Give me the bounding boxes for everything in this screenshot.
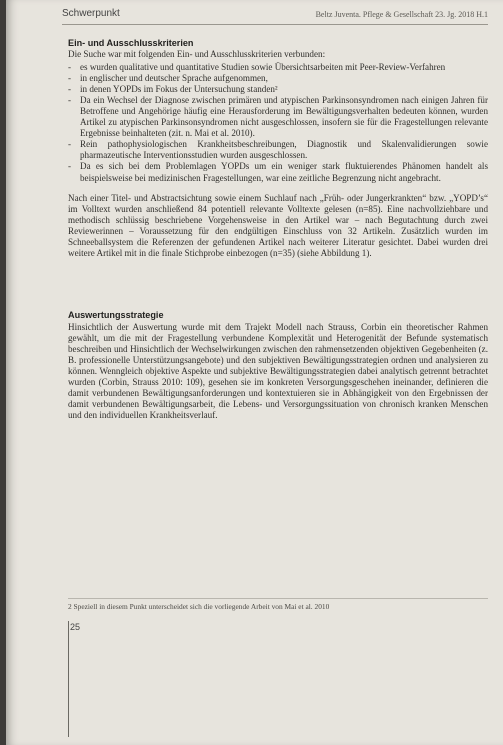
list-item: - in englischer und deutscher Sprache aufgenommen,	[80, 73, 488, 84]
page-number: 25	[70, 622, 81, 632]
folio-rule	[68, 621, 83, 737]
list-item: - es wurden qualitative und quantitative Studien sowie Übersichtsarbeiten mit Peer-Review-Verfahren	[80, 62, 488, 73]
heading-strategy: Auswertungsstrategie	[68, 309, 164, 320]
strategy-paragraph: Hinsichtlich der Auswertung wurde mit dem Trajekt Modell nach Strauss, Corbin ein theoretischer Rahmen gewählt, um die mit der Fragestellung verbundene Komplexität und Heterogenität der Befunde systematisch beschreiben und Hinsichtlich der Wechselwirkungen zwischen den rahmensetzenden objektiven Gegebenheiten (z. B. professionelle Unterstützungsangebote) und den subjektiven Bewältigungsstrategien ordnen und analysieren zu können. Wenngleich objektive Aspekte und subjektive Bewältigungsstrategien dabei analytisch getrennt betrachtet wurden (Corbin, Strauss 2010: 109), gesehen sie im konkreten Versorgungsgeschehen ineinander, definieren die damit verbundenen Bewältigungsanforderungen und kontextuieren sie in Abhängigkeit von den Ergebnissen der damit verbundenen Bewältigungsarbeit, die Lebens- und Versorgungssituation von chronisch kranken Menschen und den individuellen Krankheitsverlauf.	[68, 321, 488, 421]
search-paragraph: Nach einer Titel- und Abstractsichtung sowie einem Suchlauf nach „Früh- oder Jungerkrankten“ bzw. „YOPD’s“ im Volltext wurden anschließend 84 potentiell relevante Volltexte gelesen (n=85). Eine nachvollziehbare und methodisch schlüssig beschriebene Vorgehensweise in den Artikel war – nach Begutachtung durch zwei Reviewerinnen – Voraussetzung für den endgültigen Einschluss von 32 Artikeln. Zusätzlich wurden im Schneeballsystem die Referenzen der gefundenen Artikel nach weiterer Literatur gesichtet. Dabei wurden drei weitere Artikel mit in die finale Stichprobe einbezogen (n=35) (siehe Abbildung 1).	[68, 192, 488, 258]
journal-citation: Beltz Juventa. Pflege & Gesellschaft 23. Jg. 2018 H.1	[315, 10, 488, 19]
footnote: 2 Speziell in diesem Punkt unterscheidet sich die vorliegende Arbeit von Mai et al. 2010	[68, 598, 488, 611]
criteria-list	[68, 62, 488, 184]
criteria-intro: Die Suche war mit folgenden Ein- und Ausschlusskriterien verbunden:	[68, 49, 326, 59]
running-header	[62, 8, 488, 25]
main-text	[68, 37, 488, 421]
heading-criteria: Ein- und Ausschlusskriterien	[68, 38, 194, 48]
list-item: - Da ein Wechsel der Diagnose zwischen primären und atypischen Parkinsonsyndromen nach einigen Jahren für Betroffene und Angehörige häufig eine Herausforderung im Bewältigungsverhalten bedeuten können, wurden Artikel zu atypischen Parkinsonsyndromen nicht ausgeschlossen, insofern sie für die Fragestellungen relevante Ergebnisse beinhalteten (zit. n. Mai et al. 2010).	[80, 95, 488, 139]
list-item: - Rein pathophysiologischen Krankheitsbeschreibungen, Diagnostik und Skalenvalidierungen sowie pharmazeutische Interventionsstudien wurden ausgeschlossen.	[80, 139, 488, 161]
section-label: Schwerpunkt	[62, 8, 120, 19]
list-item: - Da es sich bei dem Problemlagen YOPDs um ein weniger stark fluktuierendes Phänomen handelt als beispielsweise bei medizinischen Fragestellungen, war eine zeitliche Begrenzung nicht angebracht.	[80, 161, 488, 183]
document-page	[6, 0, 503, 745]
list-item: - in denen YOPDs im Fokus der Untersuchung standen²	[80, 84, 488, 95]
